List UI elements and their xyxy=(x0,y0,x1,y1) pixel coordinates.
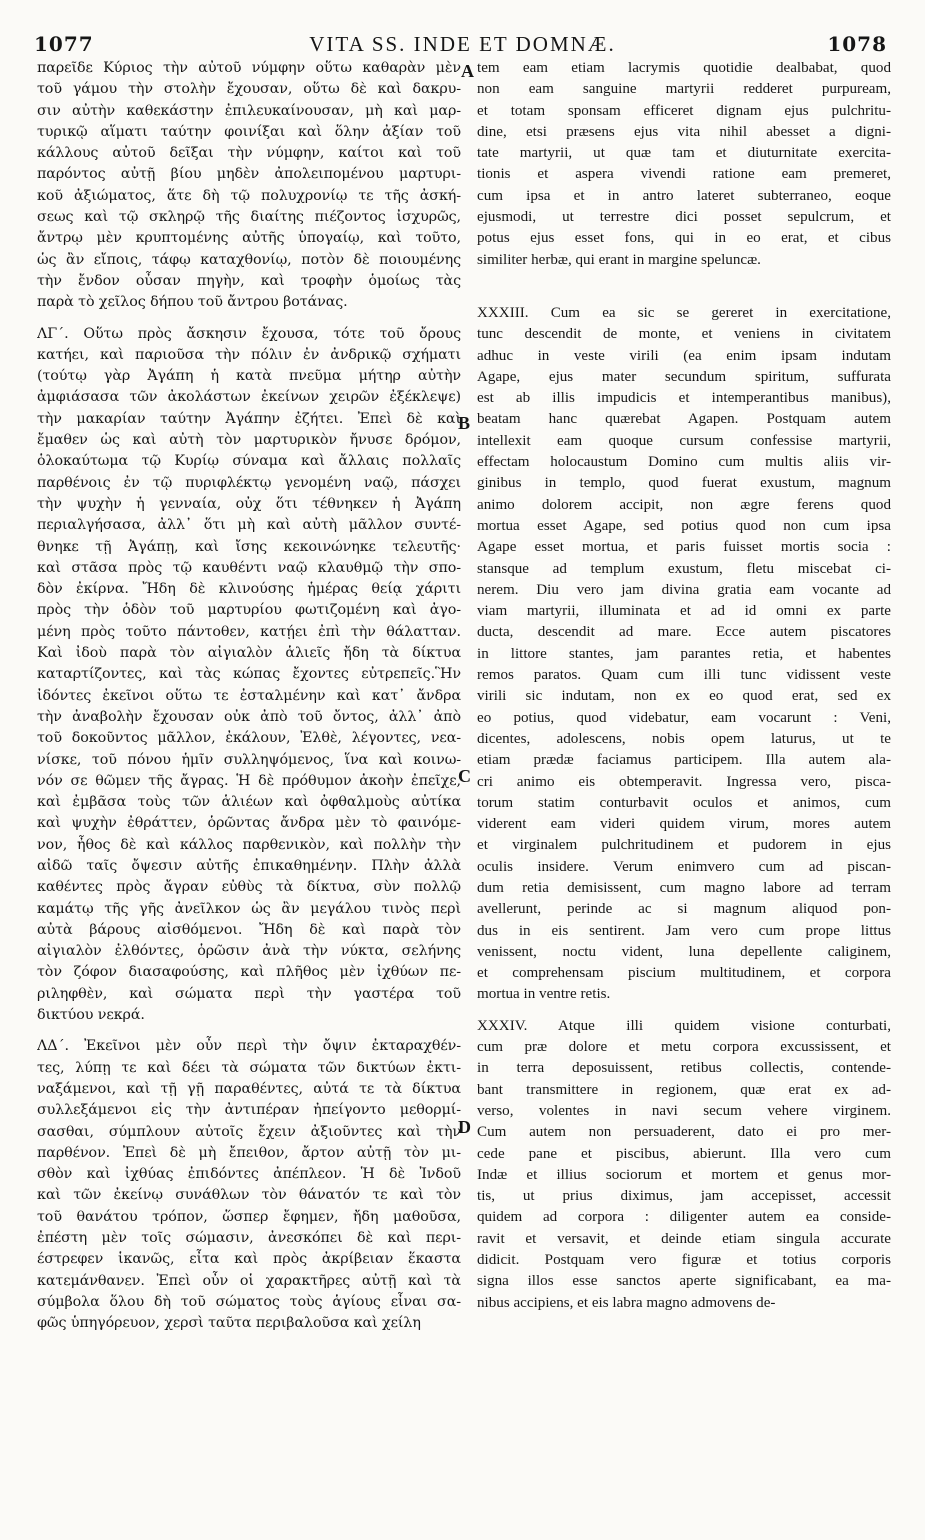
text-line: τοῦ θανάτου τρόπον, ὥσπερ ἔφημεν, ἤδη μαθοῦσα, xyxy=(37,1208,461,1225)
text-line: Indæ et illius sociorum et mortem et genus mor- xyxy=(477,1166,891,1183)
text-line: ginibus in templo, quod fuerat exustum, magnum xyxy=(477,475,891,492)
text-line: didicit. Postquam vero figuræ et totius corporis xyxy=(477,1252,891,1269)
text-line: Cum autem non persuaderent, dato ei pro mer- xyxy=(477,1124,891,1141)
text-line: συλλεξάμενοι εἰς τὴν ἀντιπέραν ἠπείγοντο μεθορμί- xyxy=(37,1102,461,1119)
text-line: remos paratos. Quam cum illi tunc vidissent veste xyxy=(477,667,891,684)
text-line: XXXIV. Atque illi quidem visione conturbati, xyxy=(477,1017,891,1034)
running-title: VITA SS. INDE ET DOMNÆ. xyxy=(309,32,616,56)
text-line: bant transmittere in regionem, quæ erat ex ad- xyxy=(477,1081,891,1098)
text-line: παρόντος αὐτῇ βίου μηδὲν ἀπολειπομένου μαρτυρι- xyxy=(37,166,461,183)
text-line: ἀμφιάσασα τῶν ἀκολάστων ἐκείνων χειρῶν ἐξέκλεψε) xyxy=(37,389,461,406)
text-line: καὶ τῶν ἐκείνῳ συνάθλων τὸν θάνατόν τε καὶ τὸν xyxy=(37,1187,461,1204)
text-line: νόν σε θῶμεν τῆς ἄγρας. Ἡ δὲ πρόθυμον ἀκοὴν ἐπεῖχε, xyxy=(37,772,461,789)
text-line: ejusmodi, ut terrestre dici posset sepulcrum, et xyxy=(477,209,891,226)
text-line: τὴν ἔνδον οὖσαν πηγὴν, καὶ τροφὴν ὁμοίως τὰς xyxy=(37,272,461,289)
text-line: καὶ ἐμβᾶσα τοὺς τῶν ἁλιέων καὶ ὀφθαλμοὺς αὐτίκα xyxy=(37,794,461,811)
text-line: etiam prædæ faciamus participem. Illa autem ala- xyxy=(477,752,891,769)
margin-letter-c: C xyxy=(458,766,471,786)
text-line: et virginalem pulchritudinem et pudorem in ejus xyxy=(477,837,891,854)
text-line: σεως καὶ τῷ σκληρῷ τῆς διαίτης πιέζοντος ἰσχυρῶς, xyxy=(37,209,461,226)
text-line: ναξάμενοι, καὶ τῇ γῇ παραθέντες, αὐτά τε τὰ δίκτυα xyxy=(37,1080,461,1097)
text-line: est ab illis impudicis et intemperantibus manibus), xyxy=(477,390,891,407)
latin-column xyxy=(477,58,891,1314)
text-line: τὴν ψυχὴν ἡ γενναία, οὐχ ὅτι τέθνηκεν ἡ Ἀγάπη xyxy=(37,495,461,512)
text-line: δικτύου νεκρά. xyxy=(37,1007,145,1024)
text-line: σύμβολα ὅλου δὴ τοῦ σώματος τοὺς ἁγίους εἶναι σα- xyxy=(37,1293,461,1310)
text-line: πρὸς τὴν ὁδὸν τοῦ μαρτυρίου φωτιζομένη καὶ ἀγο- xyxy=(37,602,461,619)
text-line: σιν αὐτὴν καθεκάστην ἐπιλευκαίνουσαν, μὴ καὶ μαρ- xyxy=(37,102,461,119)
text-line: mortua esset Agape, sed potius quod non cum ipsa xyxy=(477,517,891,534)
right-page-number: 1078 xyxy=(827,32,887,56)
text-line: dum retia demisissent, cum magno labore ad terram xyxy=(477,879,891,896)
text-line: ὁλοκαύτωμα τῷ Κυρίῳ σύναμα καὶ ἄλλαις πολλαῖς xyxy=(37,453,461,470)
text-line: effectam holocaustum Domino cum multis aliis vir- xyxy=(477,454,891,471)
text-line: potus ejus esset fons, qui in eo erat, et cibus xyxy=(477,230,891,247)
text-line: κοῦ ἀξιώματος, ἅτε δὴ τῷ πολυχρονίῳ τε τῆς ἀσκή- xyxy=(37,187,461,204)
text-line: cede pane et piscibus, abierunt. Illa vero cum xyxy=(477,1145,891,1162)
text-line: in littore stantes, jam parantes retia, et habentes xyxy=(477,645,891,662)
text-line: Agape, ejus mater secundum spiritum, suffurata xyxy=(477,368,891,385)
text-line: venissent, noctu vident, luna depellente caliginem, xyxy=(477,943,891,960)
text-line: stansque ad templum exustum, fletu miscebat ci- xyxy=(477,560,891,577)
text-line: ἔμαθεν ὡς καὶ αὐτὴ τὸν μαρτυρικὸν ἤνυσε δρόμον, xyxy=(37,432,461,449)
text-line: tis, ut prius diximus, jam accepisset, accessit xyxy=(477,1188,891,1205)
margin-letter-b: B xyxy=(458,413,471,433)
greek-column xyxy=(37,58,461,1335)
text-line: cum præ dolore et metu corpora excussissent, et xyxy=(477,1039,891,1056)
text-line: ριληφθὲν, καὶ σώματα περὶ τὴν γαστέρα τοῦ xyxy=(37,985,461,1002)
text-line: quidem ad corpora : diligenter autem ea conside- xyxy=(477,1209,891,1226)
margin-letter-d: D xyxy=(458,1117,471,1137)
text-line: καθέντες πρὸς ἄγραν εὐθὺς τὰ δίκτυα, σὺν πολλῷ xyxy=(37,879,461,896)
text-line: κατεμάνθανεν. Ἐπεὶ οὖν οἱ χαρακτῆρες αὐτῇ καὶ τὰ xyxy=(37,1272,461,1289)
text-line: adhuc in veste virili (ea enim ipsam indutam xyxy=(477,347,891,364)
text-line: Agape esset mortua, et paris fuisset mortis socia : xyxy=(477,539,891,556)
text-line: in terra deposuissent, retibus collectis, contende- xyxy=(477,1060,891,1077)
text-line: μένη πρὸς τοῦτο πάντοθεν, κατῄει ἐπὶ τὴν θάλατταν. xyxy=(37,623,461,640)
text-line: tionis et aspera vivendi ratione eam premeret, xyxy=(477,166,891,183)
text-line: viam martyrii, illuminata et ad id omni ex parte xyxy=(477,603,891,620)
text-line: τὸν ζόφον διασαφούσης, καὶ πλῆθος μὲν ἰχθύων πε- xyxy=(37,964,461,981)
text-line: σθὸν καὶ ἰχθύας ἐπιδόντες ἀπέπλεον. Ἡ δὲ Ἰνδοῦ xyxy=(37,1166,461,1183)
text-line: signa illos esse sanctos aperte significabant, ea ma- xyxy=(477,1273,891,1290)
text-line: XXXIII. Cum ea sic se gereret in exercitatione, xyxy=(477,304,891,321)
text-line: nibus accipiens, et eis labra magno admovens de- xyxy=(477,1294,776,1311)
text-line: κατήει, καὶ παριοῦσα τὴν πόλιν ἐν ἀνδρικῷ σχήματι xyxy=(37,346,461,363)
text-line: avellerunt, perinde ac si magnum aliquod pon- xyxy=(477,901,891,918)
text-line: tunc descendit de monte, et veniens in civitatem xyxy=(477,326,891,343)
text-line: φῶς ὑπηγόρευον, χερσὶ ταῦτα περιβαλοῦσα καὶ χείλη xyxy=(37,1315,421,1332)
text-line: ἄντρῳ μὲν κρυπτομένης αὐτῆς ὑπογαίῳ, καὶ τοῦτο, xyxy=(37,230,461,247)
text-line: σασθαι, σύμπλουν αὐτοῖς ἔχειν ἀξιοῦντες καὶ τὴν xyxy=(37,1123,461,1140)
text-line: verso, volentes in navi secum vehere virginem. xyxy=(477,1102,891,1119)
text-line: similiter herbæ, qui erant in margine speluncæ. xyxy=(477,251,761,268)
text-line: ἰδόντες ἐκεῖνοι οὕτω τε ἐσταλμένην καὶ κατ᾽ ἄνδρα xyxy=(37,687,461,704)
text-line: ducta, descendit ad mare. Ecce autem piscatores xyxy=(477,624,891,641)
text-line: νον, ἦθος δὲ καὶ κάλλος παρθενικὸν, καὶ πολλὴν τὴν xyxy=(37,836,461,853)
text-line: καὶ ψυχὴν ἐθράττεν, ὁρῶντας ἄνδρα μὲν τὸ φαινόμε- xyxy=(37,815,461,832)
text-line: et comprehensam piscium multitudinem, et corpora xyxy=(477,965,891,982)
text-line: τὴν μακαρίαν ταύτην Ἀγάπην ἐζήτει. Ἐπεὶ δὲ καὶ xyxy=(37,410,461,427)
greek-paragraph xyxy=(37,1036,461,1334)
text-line: cum ipsa et in antro lateret subterraneo, eoque xyxy=(477,187,891,204)
left-page-number: 1077 xyxy=(34,32,94,56)
text-line: tate martyrii, ut quæ tam et diuturnitate exercita- xyxy=(477,145,891,162)
text-line: τες, λύπῃ τε καὶ δέει τὰ σώματα τῶν δικτύων ἐκτι- xyxy=(37,1059,461,1076)
text-line: oculis insidere. Verum enimvero cum ad piscan- xyxy=(477,858,891,875)
text-line: dus in eis sentirent. Jam vero cum prope littus xyxy=(477,922,891,939)
text-line: τὴν ἀναβολὴν ἔχουσαν οὐκ ἀπὸ τοῦ ὄντος, ἀλλ᾽ ἀπὸ xyxy=(37,708,461,725)
latin-paragraph xyxy=(477,1016,891,1314)
text-line: viderent eam videri quidem virum, mores autem xyxy=(477,816,891,833)
text-line: τυρικῷ αἵματι ταύτην φοινίξαι καὶ ὅλην ἀξίαν τοῦ xyxy=(37,123,461,140)
text-line: ΛΔ΄. Ἐκεῖνοι μὲν οὖν περὶ τὴν ὄψιν ἐκταραχθέν- xyxy=(37,1038,461,1055)
margin-letter-a: A xyxy=(461,61,474,81)
text-line: δὸν ἐκίρνα. Ἤδη δὲ κλινούσης ἡμέρας θείᾳ χάριτι xyxy=(37,581,461,598)
text-line: καμάτῳ τῆς γῆς ἀνεῖλκον ὡς ἂν μεγάλου τινὸς περὶ xyxy=(37,900,461,917)
text-line: παρθένον. Ἐπεὶ δὲ μὴ ἔπειθον, ἄρτον αὐτῇ τὸν μι- xyxy=(37,1144,461,1161)
text-line: animo dolorem accipit, non ægre ferens quod xyxy=(477,496,891,513)
text-line: αἰδῶ ταῖς ὄψεσιν αὐτῆς ἐπικαθημένην. Πλὴν ἀλλὰ xyxy=(37,857,461,874)
text-line: ravit et versavit, et deinde etiam singula accurate xyxy=(477,1230,891,1247)
text-line: αἰγιαλὸν ἐλθόντες, ὁρῶσιν ἀνὰ τὴν νύκτα, σελήνης xyxy=(37,943,461,960)
text-line: non eam sanguine martyrii redderet purpuream, xyxy=(477,81,891,98)
text-line: dine, etsi præsens ejus vita nihil abesset a digni- xyxy=(477,123,891,140)
greek-paragraph xyxy=(37,58,461,314)
text-line: νίσκε, τοῦ πόνου ἡμῖν συλληψόμενος, ἵνα καὶ κοινω- xyxy=(37,751,461,768)
text-line: et totam sponsam efficeret dignam ejus pulchritu- xyxy=(477,102,891,119)
text-line: Καὶ ἰδοὺ παρὰ τὸν αἰγιαλὸν ἁλιεῖς ἤδη τὰ δίκτυα xyxy=(37,645,461,662)
text-line: mortua in ventre retis. xyxy=(477,986,611,1003)
text-line: intellexit eam quoque cursum confessise martyrii, xyxy=(477,432,891,449)
text-line: tem eam etiam lacrymis quotidie dealbabat, quod xyxy=(477,60,891,76)
text-line: καταρτίζοντες, καὶ τὰς κώπας ἔχοντες εὐτρεπεῖς.Ἣν xyxy=(37,666,461,683)
text-line: παρθένοις ἐν τῷ πυριφλέκτῳ γενομένη ναῷ, πάσχει xyxy=(37,474,461,491)
latin-paragraph xyxy=(477,58,891,271)
text-line: virili sic indutam, non ex eo quod erat, sed ex xyxy=(477,688,891,705)
text-line: θνηκε τῇ Ἀγάπῃ, καὶ ἴσης κεκοινώνηκε τελευτῆς· xyxy=(37,538,461,555)
text-line: nerem. Diu vero jam divina gratia eam vocante ad xyxy=(477,581,891,598)
text-line: torum statim conturbavit oculos et animos, cum xyxy=(477,794,891,811)
text-line: ΛΓ΄. Οὕτω πρὸς ἄσκησιν ἔχουσα, τότε τοῦ ὄρους xyxy=(37,325,461,342)
text-line: ἐπέστη μὲν τοῖς σώμασιν, ἀνεσκόπει δὲ καὶ περι- xyxy=(37,1230,461,1247)
text-line: τοῦ γάμου τὴν στολὴν ἔχουσαν, οὕτω δὲ καὶ δακρυ- xyxy=(37,81,461,98)
greek-paragraph xyxy=(37,324,461,1027)
text-line: cri animo eis obtemperavit. Ingressa vero, pisca- xyxy=(477,773,891,790)
text-line: περιαλγήσασα, ἀλλ᾽ ὅτι μὴ καὶ αὐτὴ μᾶλλον συντέ- xyxy=(37,517,461,534)
text-line: τοῦ δοκοῦντος μᾶλλον, ἐκάλουν, Ἐλθὲ, λέγοντες, νεα- xyxy=(37,730,461,747)
text-line: παρὰ τὸ χεῖλος δήπου τοῦ ἄντρου βοτάνας. xyxy=(37,294,348,311)
running-header xyxy=(0,10,925,54)
text-line: αὐτὰ βάρους αἰσθόμενοι. Ἤδη δὲ καὶ παρὰ τὸν xyxy=(37,921,461,938)
text-line: έστρεφεν ἱκανῶς, εἶτα καὶ πρὸς ἀκρίβειαν ἕκαστα xyxy=(37,1251,461,1268)
text-line: παρεῖδε Κύριος τὴν αὐτοῦ νύμφην οὕτω καθαρὰν μὲν xyxy=(37,60,461,76)
text-line: (τούτῳ γὰρ Ἀγάπη ἡ κατὰ πνεῦμα μήτηρ αὐτὴν xyxy=(37,368,461,385)
text-line: beatam hanc quærebat Agapen. Postquam autem xyxy=(477,411,891,428)
text-line: καὶ στᾶσα πρὸς τῷ καυθέντι ναῷ κλαυθμῷ τὴν σπο- xyxy=(37,559,461,576)
text-line: dicentes, adolescens, nobis opem laturus, ut te xyxy=(477,730,891,747)
text-line: κάλλους αὐτοῦ δεῖξαι τὴν νύμφην, καίτοι καὶ τοῦ xyxy=(37,145,461,162)
text-line: eo potius, quod videbatur, eam vocarunt : Veni, xyxy=(477,709,891,726)
text-line: ὡς ἂν εἴποις, τάφῳ καταχθονίῳ, ποτὸν δὲ ποιουμένης xyxy=(37,251,461,268)
latin-paragraph xyxy=(477,303,891,1006)
